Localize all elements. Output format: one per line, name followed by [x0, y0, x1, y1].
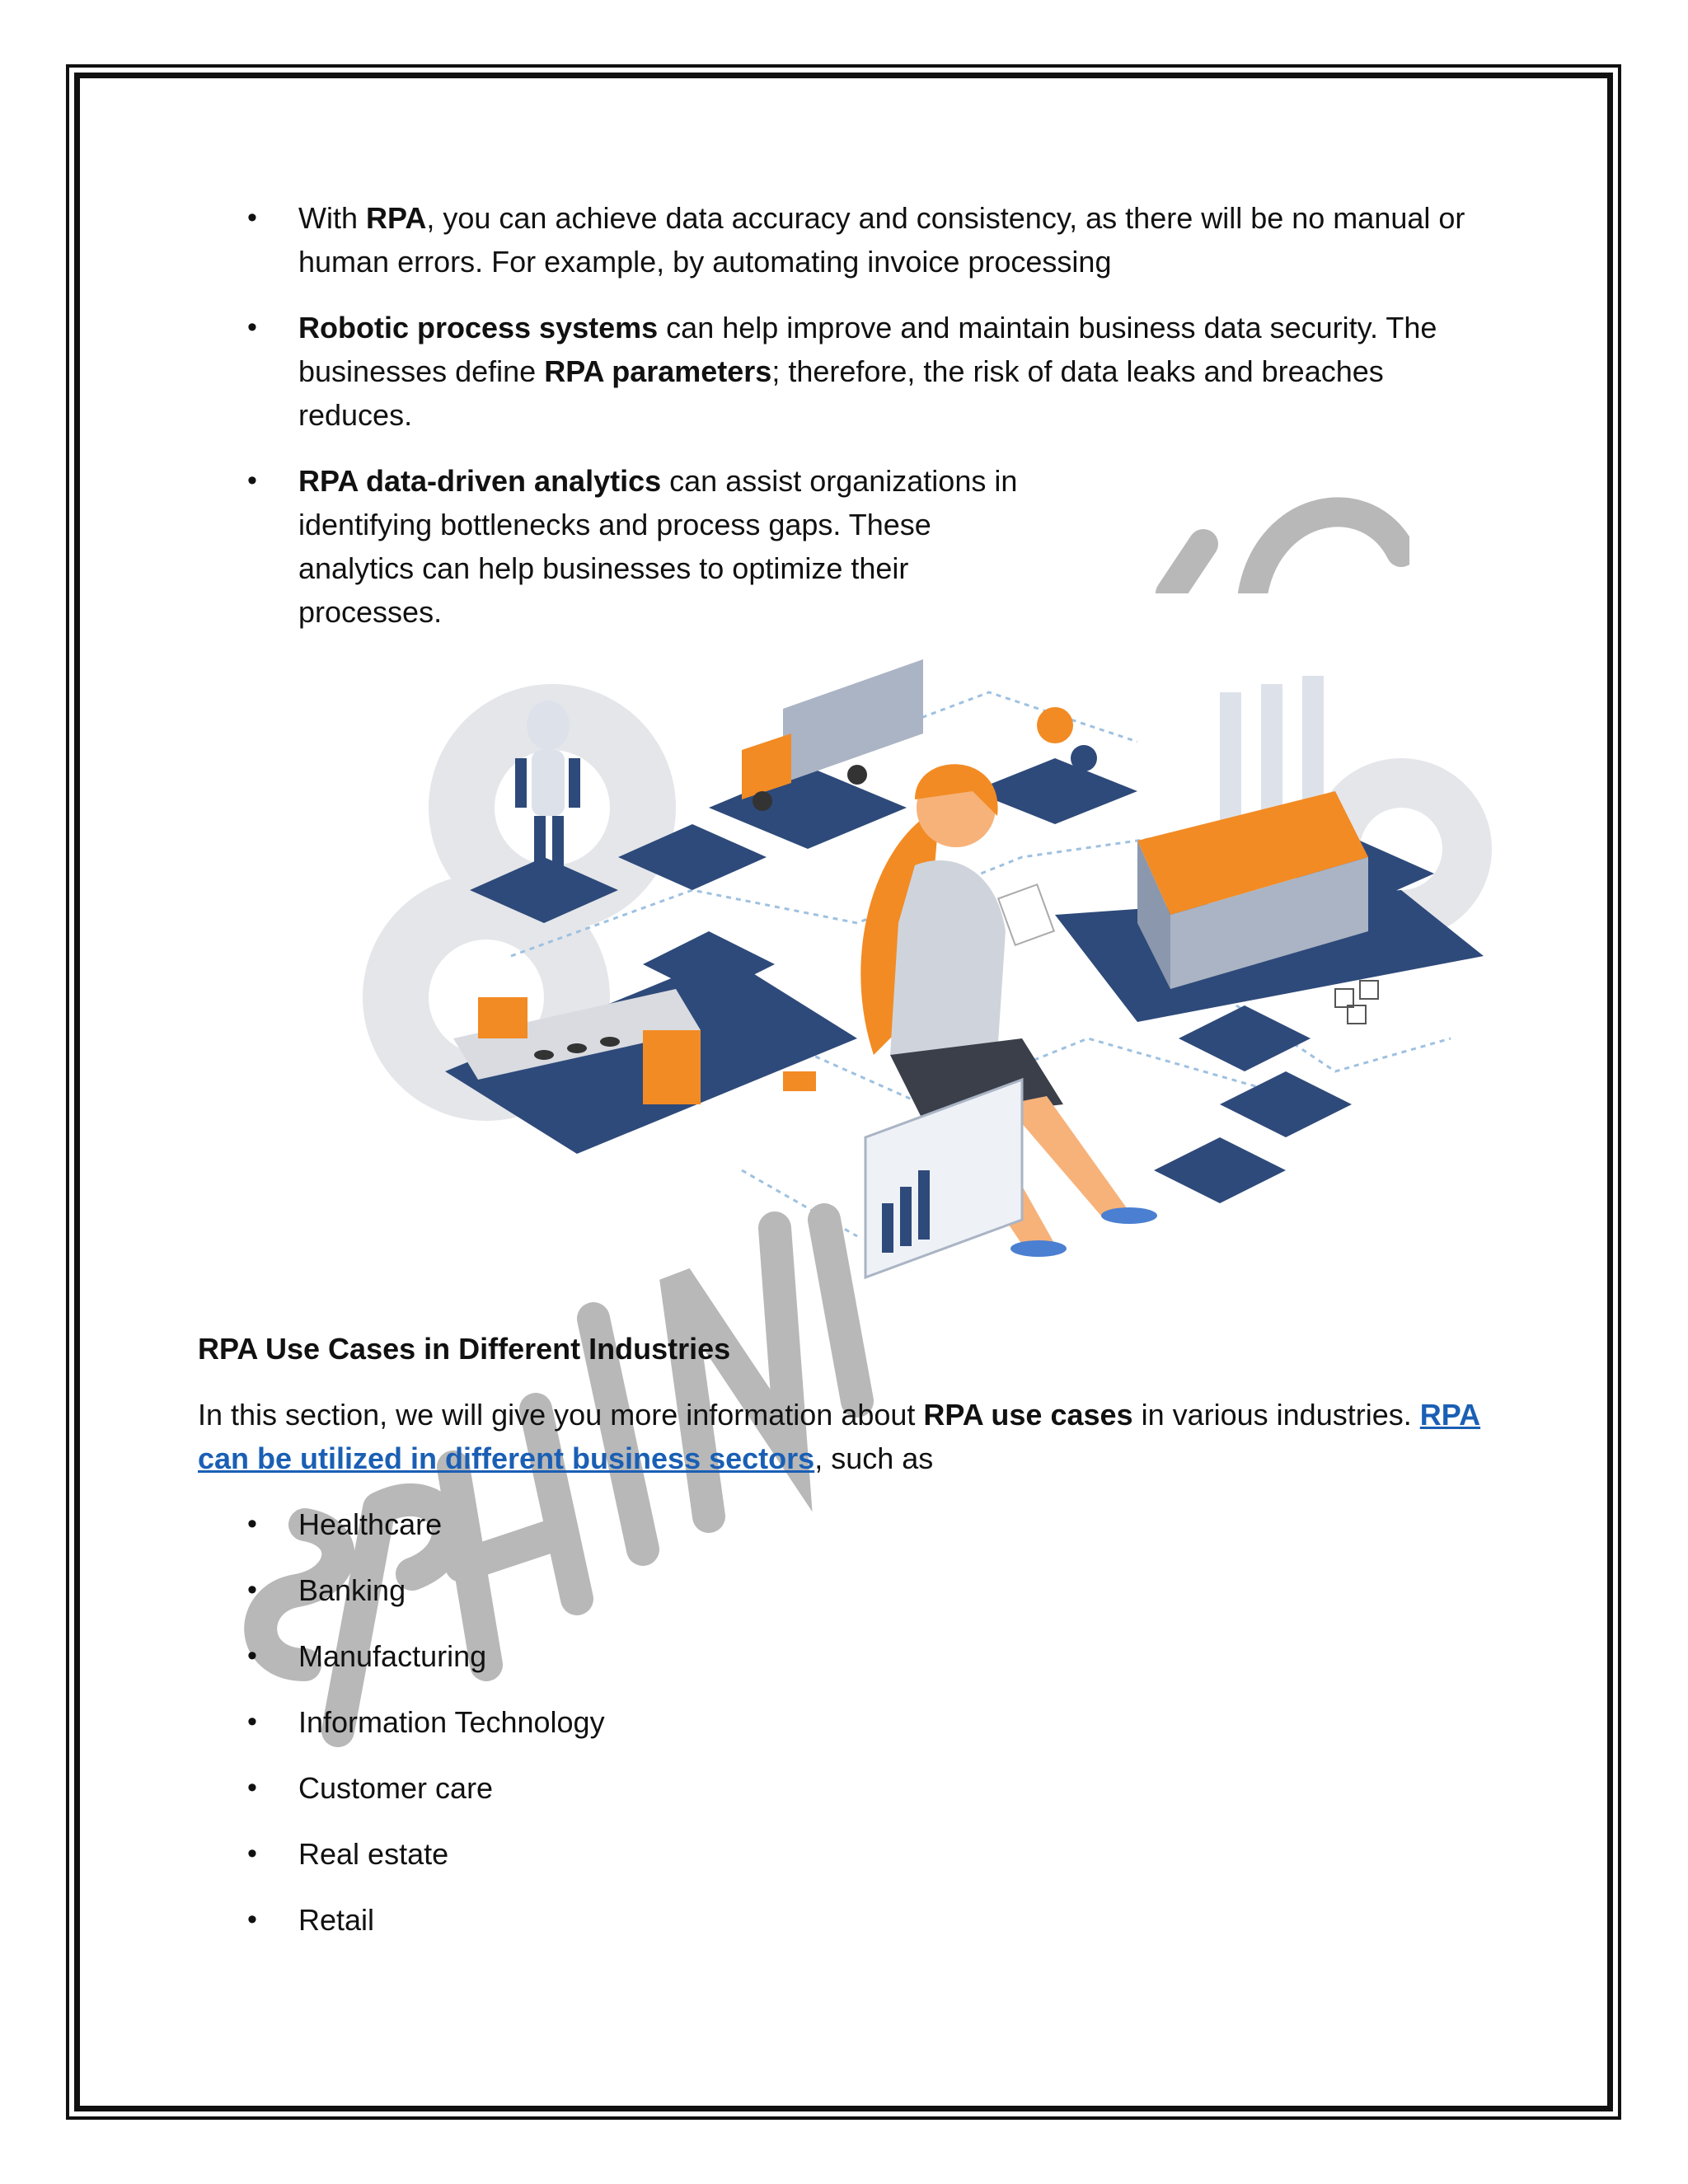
rpa-automation-illustration [346, 643, 1500, 1286]
business-sectors-link[interactable]: RPA can be utilized in different business sectors [198, 1398, 1481, 1475]
list-item: • Customer care [247, 1766, 1500, 1810]
industry-bullet-list [247, 1502, 1500, 1964]
list-item: • Retail [247, 1898, 1500, 1942]
list-item: • Healthcare [247, 1502, 1500, 1546]
intro-bullet-list [247, 196, 1500, 656]
section-heading: RPA Use Cases in Different Industries [198, 1332, 731, 1366]
list-item: • With RPA, you can achieve data accuracy and consistency, as there will be no manual or human errors. For example, by automating invoice processing [247, 196, 1500, 284]
list-item: • Real estate [247, 1832, 1500, 1876]
section-paragraph: In this section, we will give you more information about RPA use cases in various industries. RPA can be utilized in different business sectors, such as [198, 1398, 1481, 1475]
list-item: • Information Technology [247, 1700, 1500, 1744]
list-item: • Banking [247, 1568, 1500, 1612]
list-item: • Manufacturing [247, 1634, 1500, 1678]
list-item: • Robotic process systems can help improve and maintain business data security. The businesses define RPA parameters; therefore, the risk of data leaks and breaches reduces. [247, 306, 1500, 437]
list-item: • RPA data-driven analytics can assist organizations in identifying bottlenecks and process gaps. These analytics can help businesses to optimize their processes. [247, 459, 1500, 634]
